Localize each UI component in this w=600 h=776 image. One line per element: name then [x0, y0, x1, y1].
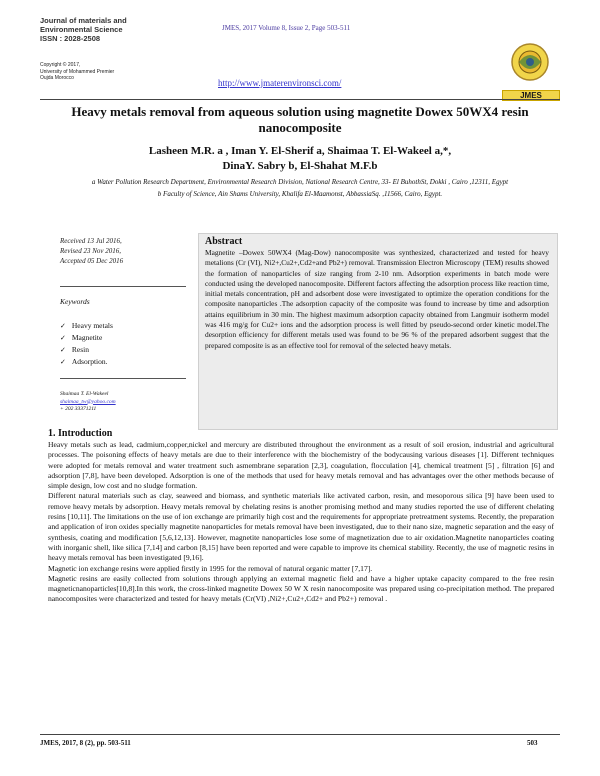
introduction-body [48, 440, 554, 605]
keyword-item: ✓ Heavy metals [60, 320, 192, 332]
copyright-line: Copyright © 2017, [40, 62, 81, 68]
article-info [60, 236, 192, 414]
copyright-line: University of Mohammed Premier [40, 68, 115, 75]
copyright-line: Oujda Morocco [40, 75, 74, 81]
journal-name-block [40, 16, 170, 43]
keywords-list [60, 320, 192, 368]
received-date: Received 13 Jul 2016, [60, 237, 122, 245]
page-number: 503 [527, 739, 538, 747]
footer-divider [40, 734, 560, 735]
paper-title: Heavy metals removal from aqueous solution using magnetite Dowex 50WX4 resin nanocomposite [71, 104, 529, 135]
affiliations [60, 178, 540, 199]
contact-email-link[interactable]: shaimaa_tw@yahoo.com [60, 398, 116, 405]
keywords-title: Keywords [60, 297, 90, 306]
article-info-divider [60, 286, 186, 287]
contact-divider [60, 378, 186, 379]
article-dates [60, 236, 192, 266]
copyright-block [40, 62, 160, 82]
journal-url-link[interactable]: http://www.jmaterenvironsci.com/ [218, 78, 342, 88]
body-paragraph: Heavy metals such as lead, cadmium,copper,nickel and mercury are distributed throughout the environment as a result of soil erosion, industrial and agricultural processes. The poisoning effects of heavy metals are due to their interference with the biochemistry of the bodycausing various diseases [1]. Different techniques were adopted for metals removal and water treatment such asmembrane separation [2,3], coagulation, flocculation [4], chemical treatment [5] , filtration [6] and adsorption [7,8], have been developed. Adsorption is one of the methods that used for heavy metals removal and has advantages over the other methods because of simple design, low cost and no sludge formation. [48, 440, 554, 491]
keyword-item: ✓ Resin [60, 344, 192, 356]
contact-info [60, 391, 192, 414]
contact-name: Shaimaa T. El-Wakeel [60, 391, 109, 397]
keyword-item: ✓ Magnetite [60, 332, 192, 344]
abstract-title: Abstract [205, 236, 243, 247]
body-paragraph: Different natural materials such as clay, seaweed and biomass, and synthetic materials like activated carbon, resin, and mesoporous silica [9] have been used to remove heavy metals by adsorption. Heavy metals removal by chelating resins is another promising method and many studies reported the use of different chelating resins [10,11]. The limitations on the use of ion exchange are primarily high cost and the requirements for appropriate pretreatment systems. Recently, the preparation and application of iron oxides specially magnetite nanoparticles for metals removal have been investigated, due to their nano size, magnetic separation and the easy of synthesis, coating and modification [5,6,12,13]. However, magnetite nanoparticles lose some of magnetization due to air oxidation.Magnetite nanoparticles coating with inorganic shell, like silica [7,14] and carbon [8,15] have been reported and were capable to improve its chemical stability. Recently, the use of magnetic resins in heavy metals removal has been investigated [9,16]. [48, 491, 554, 563]
contact-phone: + 202 33371211 [60, 406, 97, 412]
revised-date: Revised 23 Nov 2016, [60, 247, 122, 255]
authors-line-1: Lasheen M.R. a , Iman Y. El-Sherif a, Shaimaa T. El-Wakeel a,*, [148, 145, 452, 157]
header-divider [40, 99, 560, 100]
journal-reference: JMES, 2017 Volume 8, Issue 2, Page 503-511 [222, 24, 351, 32]
keyword-item: ✓ Adsorption. [60, 356, 192, 368]
section-title-introduction: 1. Introduction [48, 428, 113, 439]
journal-logo-icon [502, 38, 558, 86]
body-paragraph: Magnetic ion exchange resins were applied firstly in 1995 for the removal of natural organic matter [7,17]. [48, 563, 373, 573]
author-list [60, 144, 540, 174]
affiliation-a: a Water Pollution Research Department, Environmental Research Division, National Research Centre, 33- El BuhothSt, Dokki , Cairo ,12311, Egypt [91, 178, 509, 186]
journal-issn: ISSN : 2028-2508 [40, 34, 101, 43]
abstract-text: Magnetite –Dowex 50WX4 (Mag-Dow) nanocomposite was synthesized, characterized and tested for heavy metalions (Cr (VI), Ni2+,Cu2+,Cd2+and Pb2+) removal. Transmission Electron Microscopy (TEM) results showed the formation of nanoparticles of size ranging from 2-10 nm. Adsorption experiments in batch mode were conducted using the developed nanocomposite. Different factors affecting the adsorption process like reaction time, initial metals concentration, pH and adsorbent dose were investigated to optimize the operation conditions for the composite nanoparticles .The adsorption capacity of the composite was found to increase by time and adsorption attains equilibrium in 30 min. The highest maximum adsorption capacity obtained from Langmuir isotherm model was 416 mg/g for Cu2+ ions and the adsorption process is well fitted by pseudo-second order kinetic model.The desorption efficiency for different metals used was found to be 96 % of the prepared adsorbent suggest that the prepared composite is as an effective tool for removal of the selected heavy metals. [205, 248, 549, 350]
journal-name: Journal of materials and Environmental Science [40, 16, 127, 34]
authors-line-2: DinaY. Sabry b, El-Shahat M.F.b [222, 160, 378, 172]
affiliation-b: b Faculty of Science, Ain Shams University, Khalifa El-Maamonst, AbbassiaSq. ,11566, Cairo, Egypt. [157, 190, 443, 198]
footer-citation: JMES, 2017, 8 (2), pp. 503-511 [40, 739, 131, 747]
journal-logo-text: JMES [502, 90, 560, 101]
body-paragraph: Magnetic resins are easily collected from solutions through applying an external magnetic field and have a higher uptake capacity compared to the free resin magneticnanoparticles[10,8].In this work, the cross-linked magnetite Dowex 50 W X resin nanocomposite was prepared using co-precipitation method. The prepared nanocomposites were characterized and tested for heavy metals (Cr(VI) ,Ni2+,Cu2+,Cd2+ and Pb2+) removal . [48, 573, 554, 604]
accepted-date: Accepted 05 Dec 2016 [60, 257, 124, 265]
